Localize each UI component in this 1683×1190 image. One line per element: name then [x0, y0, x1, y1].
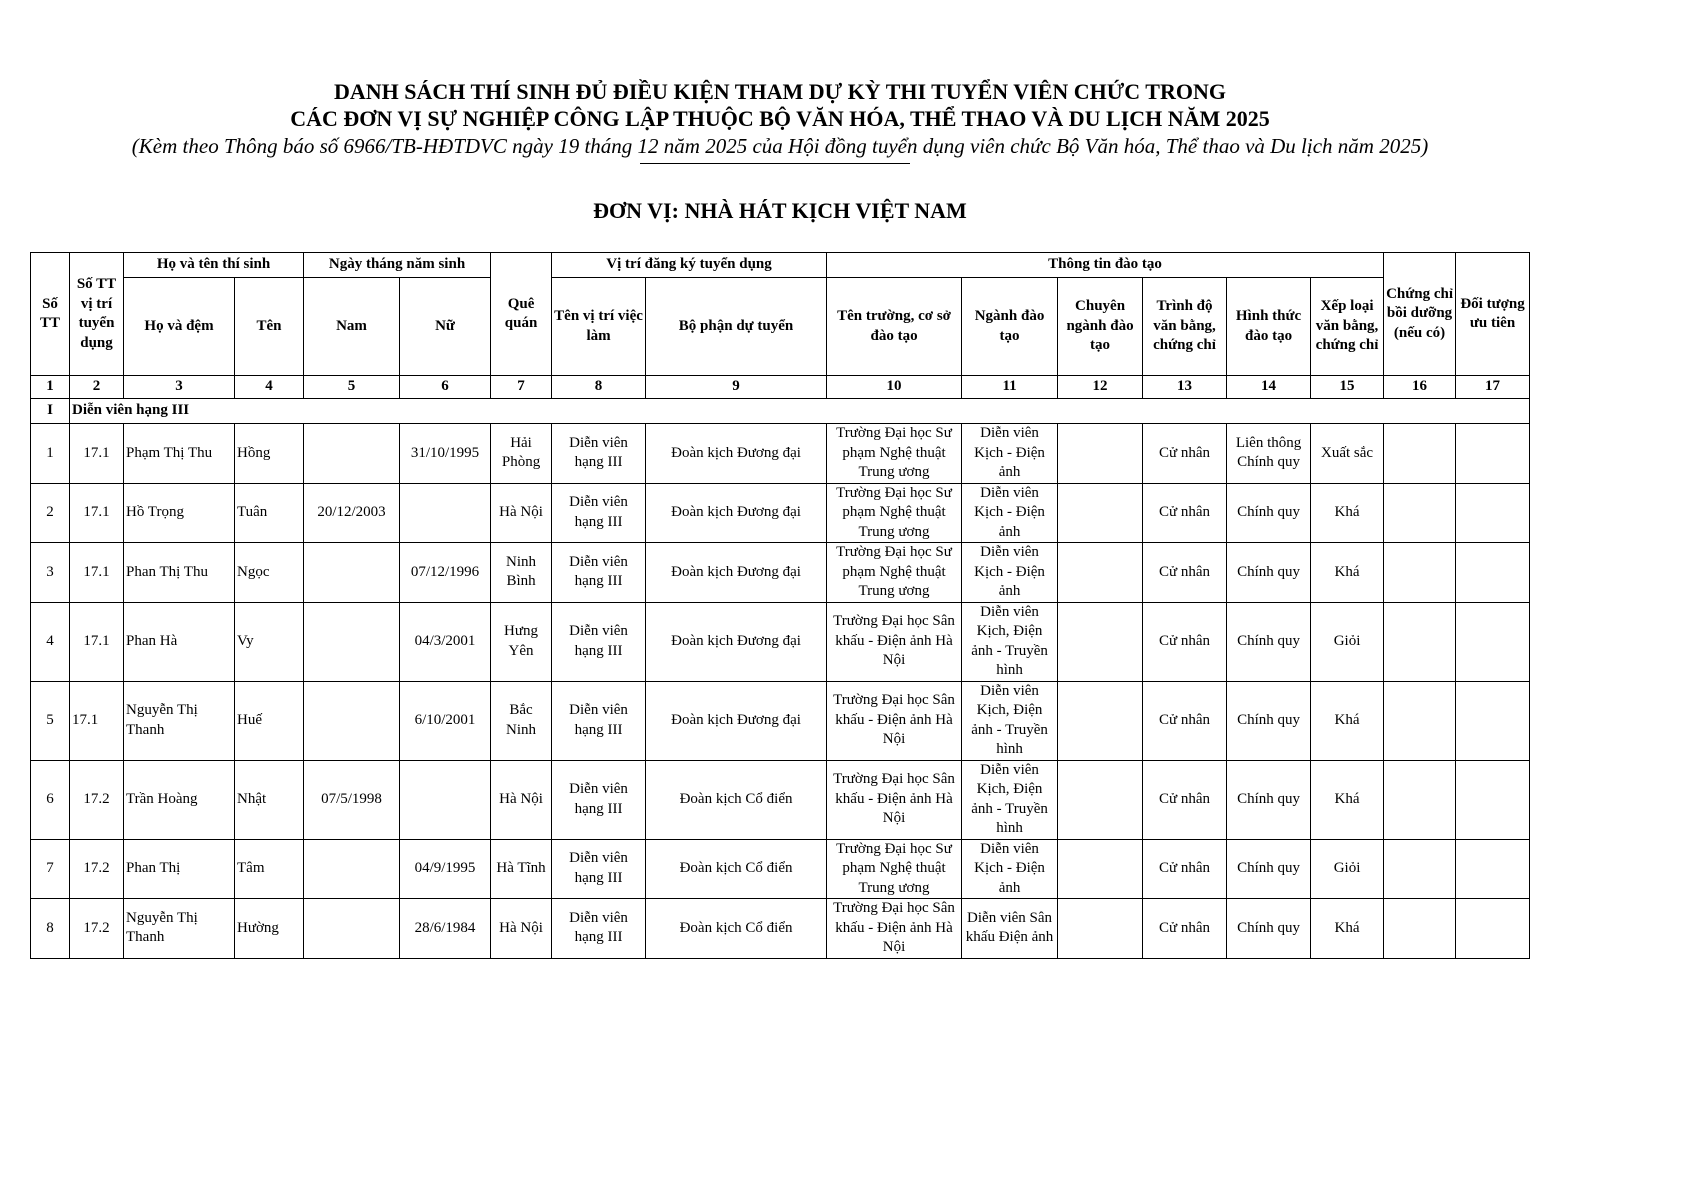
row-surname: Phan Thị Thu	[124, 543, 235, 603]
row-hometown: Bắc Ninh	[491, 681, 552, 760]
subtitle-underline	[640, 163, 910, 164]
row-dob-female: 28/6/1984	[400, 899, 491, 959]
row-dob-female: 04/3/2001	[400, 602, 491, 681]
row-dob-male	[304, 602, 400, 681]
row-specialization	[1058, 760, 1143, 839]
row-training-form: Chính quy	[1227, 483, 1311, 543]
row-surname: Nguyễn Thị Thanh	[124, 899, 235, 959]
row-dob-female: 6/10/2001	[400, 681, 491, 760]
header-degree-level: Trình độ văn bằng, chứng chỉ	[1143, 278, 1227, 376]
row-classification: Khá	[1311, 899, 1384, 959]
row-school: Trường Đại học Sư phạm Nghệ thuật Trung ương	[827, 424, 962, 484]
column-number: 16	[1384, 376, 1456, 399]
row-dob-male	[304, 424, 400, 484]
row-given-name: Huế	[235, 681, 304, 760]
row-degree-level: Cử nhân	[1143, 424, 1227, 484]
row-job-title: Diễn viên hạng III	[552, 760, 646, 839]
row-surname: Trần Hoàng	[124, 760, 235, 839]
row-specialization	[1058, 602, 1143, 681]
table-row	[31, 681, 1530, 760]
header-dob-group: Ngày tháng năm sinh	[304, 253, 491, 278]
header-name-group: Họ và tên thí sinh	[124, 253, 304, 278]
row-classification: Khá	[1311, 483, 1384, 543]
row-position-number: 17.1	[70, 543, 124, 603]
row-given-name: Tuân	[235, 483, 304, 543]
row-dob-female	[400, 760, 491, 839]
row-priority	[1456, 899, 1530, 959]
row-given-name: Ngọc	[235, 543, 304, 603]
row-department: Đoàn kịch Cổ điển	[646, 760, 827, 839]
row-certificate	[1384, 681, 1456, 760]
row-position-number: 17.1	[70, 602, 124, 681]
row-training-form: Chính quy	[1227, 543, 1311, 603]
row-priority	[1456, 839, 1530, 899]
header-certificate: Chứng chỉ bồi dưỡng (nếu có)	[1384, 253, 1456, 376]
row-major: Diễn viên Kịch - Điện ảnh	[962, 839, 1058, 899]
header-department: Bộ phận dự tuyển	[646, 278, 827, 376]
row-dob-female: 31/10/1995	[400, 424, 491, 484]
row-priority	[1456, 543, 1530, 603]
row-dob-male: 07/5/1998	[304, 760, 400, 839]
row-certificate	[1384, 543, 1456, 603]
row-dob-female	[400, 483, 491, 543]
row-school: Trường Đại học Sư phạm Nghệ thuật Trung ương	[827, 839, 962, 899]
row-school: Trường Đại học Sân khấu - Điện ảnh Hà Nội	[827, 899, 962, 959]
row-certificate	[1384, 483, 1456, 543]
header-job-title: Tên vị trí việc làm	[552, 278, 646, 376]
row-priority	[1456, 424, 1530, 484]
column-number-row	[31, 376, 1530, 399]
table-row	[31, 602, 1530, 681]
row-certificate	[1384, 839, 1456, 899]
section-row	[31, 399, 1530, 424]
table-row	[31, 899, 1530, 959]
row-stt: 2	[31, 483, 70, 543]
row-specialization	[1058, 681, 1143, 760]
row-hometown: Hưng Yên	[491, 602, 552, 681]
column-number: 14	[1227, 376, 1311, 399]
column-number: 5	[304, 376, 400, 399]
unit-heading: ĐƠN VỊ: NHÀ HÁT KỊCH VIỆT NAM	[593, 198, 967, 223]
table-row	[31, 839, 1530, 899]
row-training-form: Chính quy	[1227, 760, 1311, 839]
row-dob-male	[304, 839, 400, 899]
row-position-number: 17.1	[70, 424, 124, 484]
row-certificate	[1384, 424, 1456, 484]
row-surname: Phan Thị	[124, 839, 235, 899]
row-school: Trường Đại học Sân khấu - Điện ảnh Hà Nội	[827, 681, 962, 760]
row-dob-male: 20/12/2003	[304, 483, 400, 543]
column-number: 4	[235, 376, 304, 399]
row-stt: 7	[31, 839, 70, 899]
row-department: Đoàn kịch Đương đại	[646, 543, 827, 603]
row-training-form: Chính quy	[1227, 899, 1311, 959]
row-position-number: 17.1	[70, 483, 124, 543]
row-hometown: Hà Nội	[491, 760, 552, 839]
row-hometown: Hải Phòng	[491, 424, 552, 484]
row-given-name: Nhật	[235, 760, 304, 839]
row-degree-level: Cử nhân	[1143, 483, 1227, 543]
row-degree-level: Cử nhân	[1143, 602, 1227, 681]
row-major: Diễn viên Kịch - Điện ảnh	[962, 543, 1058, 603]
column-number: 17	[1456, 376, 1530, 399]
document-subtitle: (Kèm theo Thông báo số 6966/TB-HĐTDVC ngày 19 tháng 12 năm 2025 của Hội đồng tuyển dụng viên chức Bộ Văn hóa, Thể thao và Du lịch năm 2025)	[131, 134, 1429, 158]
row-degree-level: Cử nhân	[1143, 760, 1227, 839]
row-department: Đoàn kịch Đương đại	[646, 483, 827, 543]
row-major: Diễn viên Kịch - Điện ảnh	[962, 483, 1058, 543]
candidates-table	[30, 252, 1530, 959]
row-dob-male	[304, 899, 400, 959]
row-certificate	[1384, 602, 1456, 681]
document-title-line-2: CÁC ĐƠN VỊ SỰ NGHIỆP CÔNG LẬP THUỘC BỘ VĂN HÓA, THỂ THAO VÀ DU LỊCH NĂM 2025	[290, 106, 1270, 131]
row-degree-level: Cử nhân	[1143, 899, 1227, 959]
header-position-number: Số TT vị trí tuyển dụng	[70, 253, 124, 376]
row-classification: Giỏi	[1311, 602, 1384, 681]
row-surname: Nguyễn Thị Thanh	[124, 681, 235, 760]
row-department: Đoàn kịch Cổ điển	[646, 899, 827, 959]
row-stt: 4	[31, 602, 70, 681]
row-job-title: Diễn viên hạng III	[552, 839, 646, 899]
row-hometown: Hà Tĩnh	[491, 839, 552, 899]
header-hometown: Quê quán	[491, 253, 552, 376]
row-classification: Giỏi	[1311, 839, 1384, 899]
row-specialization	[1058, 839, 1143, 899]
row-specialization	[1058, 543, 1143, 603]
document-title-line-1: DANH SÁCH THÍ SINH ĐỦ ĐIỀU KIỆN THAM DỰ KỲ THI TUYỂN VIÊN CHỨC TRONG	[334, 79, 1226, 104]
column-number: 1	[31, 376, 70, 399]
section-label: Diễn viên hạng III	[70, 399, 1530, 424]
header-classification: Xếp loại văn bằng, chứng chỉ	[1311, 278, 1384, 376]
row-department: Đoàn kịch Đương đại	[646, 681, 827, 760]
row-job-title: Diễn viên hạng III	[552, 899, 646, 959]
row-degree-level: Cử nhân	[1143, 839, 1227, 899]
row-given-name: Tâm	[235, 839, 304, 899]
row-stt: 8	[31, 899, 70, 959]
row-position-number: 17.2	[70, 899, 124, 959]
header-stt: Số TT	[31, 253, 70, 376]
column-number: 13	[1143, 376, 1227, 399]
row-school: Trường Đại học Sư phạm Nghệ thuật Trung ương	[827, 543, 962, 603]
row-major: Diễn viên Kịch, Điện ảnh - Truyền hình	[962, 602, 1058, 681]
row-hometown: Hà Nội	[491, 483, 552, 543]
column-number: 6	[400, 376, 491, 399]
row-major: Diễn viên Sân khấu Điện ảnh	[962, 899, 1058, 959]
row-job-title: Diễn viên hạng III	[552, 602, 646, 681]
row-training-form: Chính quy	[1227, 839, 1311, 899]
header-female: Nữ	[400, 278, 491, 376]
column-number: 2	[70, 376, 124, 399]
column-number: 11	[962, 376, 1058, 399]
row-surname: Phan Hà	[124, 602, 235, 681]
header-training-group: Thông tin đào tạo	[827, 253, 1384, 278]
row-degree-level: Cử nhân	[1143, 681, 1227, 760]
column-number: 15	[1311, 376, 1384, 399]
row-position-number: 17.1	[70, 681, 124, 760]
row-stt: 5	[31, 681, 70, 760]
row-given-name: Vy	[235, 602, 304, 681]
column-number: 9	[646, 376, 827, 399]
row-hometown: Hà Nội	[491, 899, 552, 959]
row-training-form: Chính quy	[1227, 681, 1311, 760]
row-surname: Phạm Thị Thu	[124, 424, 235, 484]
row-surname: Hồ Trọng	[124, 483, 235, 543]
row-dob-male	[304, 681, 400, 760]
row-stt: 1	[31, 424, 70, 484]
row-classification: Khá	[1311, 760, 1384, 839]
row-priority	[1456, 681, 1530, 760]
row-given-name: Hường	[235, 899, 304, 959]
row-job-title: Diễn viên hạng III	[552, 543, 646, 603]
column-number: 8	[552, 376, 646, 399]
row-training-form: Liên thông Chính quy	[1227, 424, 1311, 484]
table-row	[31, 760, 1530, 839]
header-priority: Đối tượng ưu tiên	[1456, 253, 1530, 376]
row-job-title: Diễn viên hạng III	[552, 424, 646, 484]
row-major: Diễn viên Kịch, Điện ảnh - Truyền hình	[962, 760, 1058, 839]
row-position-number: 17.2	[70, 760, 124, 839]
row-major: Diễn viên Kịch, Điện ảnh - Truyền hình	[962, 681, 1058, 760]
row-specialization	[1058, 483, 1143, 543]
header-training-form: Hình thức đào tạo	[1227, 278, 1311, 376]
row-training-form: Chính quy	[1227, 602, 1311, 681]
row-stt: 6	[31, 760, 70, 839]
row-dob-female: 04/9/1995	[400, 839, 491, 899]
header-male: Nam	[304, 278, 400, 376]
header-position-group: Vị trí đăng ký tuyển dụng	[552, 253, 827, 278]
table-row	[31, 424, 1530, 484]
row-dob-female: 07/12/1996	[400, 543, 491, 603]
row-given-name: Hồng	[235, 424, 304, 484]
column-number: 7	[491, 376, 552, 399]
header-given-name: Tên	[235, 278, 304, 376]
row-specialization	[1058, 424, 1143, 484]
table-row	[31, 543, 1530, 603]
table-row	[31, 483, 1530, 543]
header-school: Tên trường, cơ sở đào tạo	[827, 278, 962, 376]
row-position-number: 17.2	[70, 839, 124, 899]
row-certificate	[1384, 899, 1456, 959]
header-major: Ngành đào tạo	[962, 278, 1058, 376]
row-job-title: Diễn viên hạng III	[552, 483, 646, 543]
section-index: I	[31, 399, 70, 424]
row-department: Đoàn kịch Đương đại	[646, 424, 827, 484]
row-priority	[1456, 760, 1530, 839]
row-stt: 3	[31, 543, 70, 603]
row-certificate	[1384, 760, 1456, 839]
row-classification: Khá	[1311, 681, 1384, 760]
column-number: 10	[827, 376, 962, 399]
header-surname: Họ và đệm	[124, 278, 235, 376]
row-school: Trường Đại học Sân khấu - Điện ảnh Hà Nội	[827, 602, 962, 681]
row-school: Trường Đại học Sân khấu - Điện ảnh Hà Nội	[827, 760, 962, 839]
row-priority	[1456, 483, 1530, 543]
row-classification: Khá	[1311, 543, 1384, 603]
row-dob-male	[304, 543, 400, 603]
row-degree-level: Cử nhân	[1143, 543, 1227, 603]
column-number: 12	[1058, 376, 1143, 399]
row-priority	[1456, 602, 1530, 681]
row-major: Diễn viên Kịch - Điện ảnh	[962, 424, 1058, 484]
row-department: Đoàn kịch Đương đại	[646, 602, 827, 681]
header-specialization: Chuyên ngành đào tạo	[1058, 278, 1143, 376]
column-number: 3	[124, 376, 235, 399]
row-classification: Xuất sắc	[1311, 424, 1384, 484]
row-hometown: Ninh Bình	[491, 543, 552, 603]
row-school: Trường Đại học Sư phạm Nghệ thuật Trung ương	[827, 483, 962, 543]
row-job-title: Diễn viên hạng III	[552, 681, 646, 760]
row-specialization	[1058, 899, 1143, 959]
row-department: Đoàn kịch Cổ điển	[646, 839, 827, 899]
